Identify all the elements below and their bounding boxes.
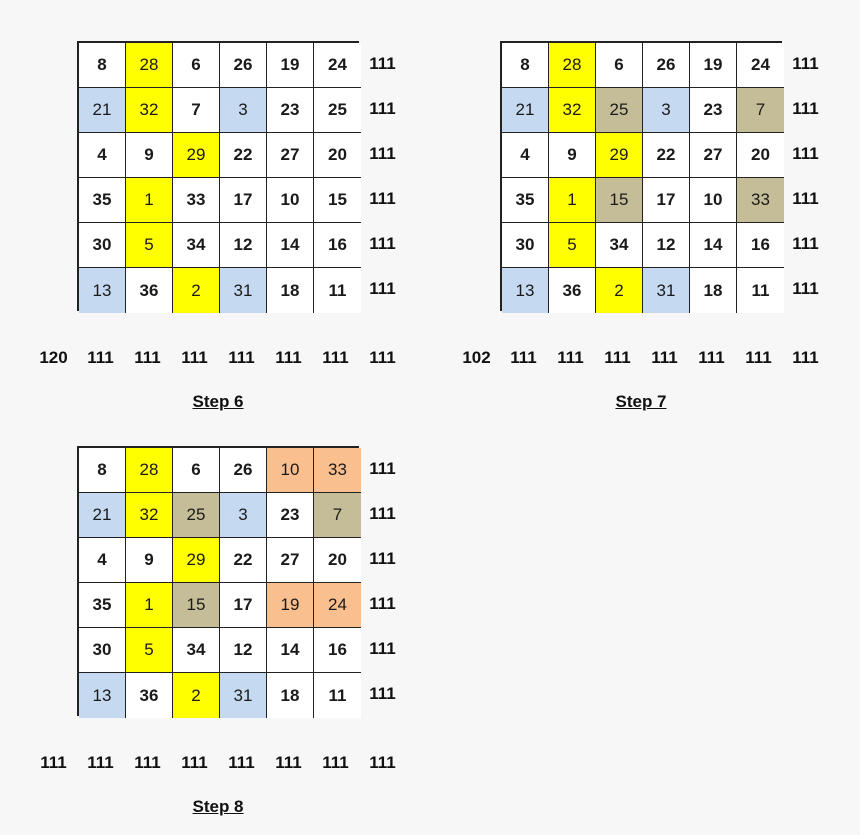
column-sum: 111	[557, 347, 584, 367]
column-sum: 111	[322, 347, 349, 367]
row-sum: 111	[792, 188, 819, 208]
column-sum: 111	[134, 752, 161, 772]
panel-step-8	[40, 446, 477, 826]
anti-diagonal-sum: 111	[792, 347, 819, 367]
grid-cell: 25	[596, 88, 643, 133]
grid-cell: 8	[502, 43, 549, 88]
grid-cell: 8	[79, 448, 126, 493]
grid-cell: 10	[267, 178, 314, 223]
grid-cell: 32	[549, 88, 596, 133]
column-sum: 111	[275, 752, 302, 772]
grid-cell: 5	[126, 223, 173, 268]
grid-cell: 30	[79, 628, 126, 673]
row-sum: 111	[369, 98, 396, 118]
grid-cell: 27	[267, 538, 314, 583]
magic-square-grid	[77, 41, 359, 311]
grid-cell: 36	[126, 268, 173, 313]
column-sum: 111	[604, 347, 631, 367]
grid-cell: 14	[267, 223, 314, 268]
column-sum: 111	[275, 347, 302, 367]
grid-cell: 27	[267, 133, 314, 178]
grid-cell: 9	[126, 133, 173, 178]
grid-cell: 20	[314, 538, 361, 583]
grid-cell: 13	[79, 673, 126, 718]
panel-step-6	[39, 41, 477, 421]
grid-cell: 22	[220, 538, 267, 583]
grid-cell: 26	[643, 43, 690, 88]
column-sum: 111	[87, 752, 114, 772]
grid-cell: 4	[79, 133, 126, 178]
grid-cell: 18	[267, 673, 314, 718]
row-sum: 111	[792, 143, 819, 163]
column-sum: 111	[134, 347, 161, 367]
row-sum: 111	[369, 53, 396, 73]
grid-cell: 3	[220, 493, 267, 538]
grid-cell: 30	[79, 223, 126, 268]
grid-cell: 22	[643, 133, 690, 178]
grid-cell: 26	[220, 43, 267, 88]
grid-cell: 15	[173, 583, 220, 628]
column-sum: 111	[181, 752, 208, 772]
grid-cell: 2	[173, 673, 220, 718]
row-sum: 111	[369, 458, 396, 478]
grid-cell: 23	[267, 493, 314, 538]
grid-cell: 10	[690, 178, 737, 223]
grid-cell: 25	[314, 88, 361, 133]
column-sum: 111	[745, 347, 772, 367]
grid-cell: 35	[79, 583, 126, 628]
grid-cell: 14	[267, 628, 314, 673]
row-sum: 111	[369, 143, 396, 163]
row-sum: 111	[369, 233, 396, 253]
grid-cell: 25	[173, 493, 220, 538]
grid-cell: 20	[314, 133, 361, 178]
grid-cell: 33	[314, 448, 361, 493]
grid-cell: 29	[173, 538, 220, 583]
grid-cell: 1	[549, 178, 596, 223]
magic-square-grid	[500, 41, 782, 311]
magic-square-grid	[77, 446, 359, 716]
grid-cell: 24	[314, 43, 361, 88]
row-sum: 111	[792, 278, 819, 298]
column-sum: 111	[228, 752, 255, 772]
grid-cell: 6	[173, 43, 220, 88]
grid-cell: 6	[596, 43, 643, 88]
grid-cell: 21	[79, 88, 126, 133]
grid-cell: 4	[502, 133, 549, 178]
diagonal-sum: 120	[39, 347, 68, 367]
grid-cell: 19	[267, 583, 314, 628]
grid-cell: 12	[220, 223, 267, 268]
row-sum: 111	[369, 548, 396, 568]
grid-cell: 16	[314, 223, 361, 268]
grid-cell: 7	[737, 88, 784, 133]
grid-cell: 16	[737, 223, 784, 268]
grid-cell: 11	[314, 673, 361, 718]
grid-cell: 32	[126, 88, 173, 133]
row-sum: 111	[792, 233, 819, 253]
grid-cell: 27	[690, 133, 737, 178]
grid-cell: 32	[126, 493, 173, 538]
grid-cell: 22	[220, 133, 267, 178]
grid-cell: 8	[79, 43, 126, 88]
grid-cell: 24	[737, 43, 784, 88]
row-sum: 111	[792, 98, 819, 118]
grid-cell: 18	[690, 268, 737, 313]
grid-cell: 34	[173, 223, 220, 268]
row-sum: 111	[369, 278, 396, 298]
grid-cell: 29	[596, 133, 643, 178]
panel-step-7	[462, 41, 860, 421]
grid-cell: 19	[690, 43, 737, 88]
grid-cell: 31	[220, 268, 267, 313]
grid-cell: 1	[126, 583, 173, 628]
column-sum: 111	[322, 752, 349, 772]
grid-cell: 34	[173, 628, 220, 673]
grid-cell: 2	[596, 268, 643, 313]
grid-cell: 28	[549, 43, 596, 88]
grid-cell: 11	[737, 268, 784, 313]
row-sum: 111	[369, 593, 396, 613]
grid-cell: 16	[314, 628, 361, 673]
grid-cell: 13	[502, 268, 549, 313]
diagonal-sum: 102	[462, 347, 491, 367]
grid-cell: 15	[314, 178, 361, 223]
grid-cell: 20	[737, 133, 784, 178]
grid-cell: 7	[314, 493, 361, 538]
grid-cell: 21	[502, 88, 549, 133]
row-sum: 111	[369, 188, 396, 208]
grid-cell: 15	[596, 178, 643, 223]
grid-cell: 19	[267, 43, 314, 88]
grid-cell: 7	[173, 88, 220, 133]
grid-cell: 36	[549, 268, 596, 313]
grid-cell: 26	[220, 448, 267, 493]
grid-cell: 28	[126, 448, 173, 493]
column-sum: 111	[87, 347, 114, 367]
grid-cell: 5	[126, 628, 173, 673]
grid-cell: 21	[79, 493, 126, 538]
grid-cell: 5	[549, 223, 596, 268]
grid-cell: 12	[220, 628, 267, 673]
grid-cell: 24	[314, 583, 361, 628]
grid-cell: 10	[267, 448, 314, 493]
grid-cell: 30	[502, 223, 549, 268]
grid-cell: 31	[220, 673, 267, 718]
column-sum: 111	[651, 347, 678, 367]
grid-cell: 33	[737, 178, 784, 223]
step-label: Step 7	[615, 392, 667, 411]
diagonal-sum: 111	[40, 752, 67, 772]
row-sum: 111	[369, 638, 396, 658]
grid-cell: 23	[267, 88, 314, 133]
anti-diagonal-sum: 111	[369, 347, 396, 367]
grid-cell: 28	[126, 43, 173, 88]
grid-cell: 36	[126, 673, 173, 718]
grid-cell: 13	[79, 268, 126, 313]
grid-cell: 6	[173, 448, 220, 493]
grid-cell: 3	[220, 88, 267, 133]
grid-cell: 29	[173, 133, 220, 178]
grid-cell: 34	[596, 223, 643, 268]
grid-cell: 18	[267, 268, 314, 313]
grid-cell: 17	[220, 178, 267, 223]
anti-diagonal-sum: 111	[369, 752, 396, 772]
grid-cell: 11	[314, 268, 361, 313]
row-sum: 111	[369, 683, 396, 703]
grid-cell: 3	[643, 88, 690, 133]
column-sum: 111	[228, 347, 255, 367]
row-sum: 111	[792, 53, 819, 73]
grid-cell: 35	[502, 178, 549, 223]
row-sum: 111	[369, 503, 396, 523]
grid-cell: 17	[220, 583, 267, 628]
grid-cell: 12	[643, 223, 690, 268]
grid-cell: 14	[690, 223, 737, 268]
grid-cell: 1	[126, 178, 173, 223]
column-sum: 111	[698, 347, 725, 367]
step-label: Step 6	[192, 392, 244, 411]
grid-cell: 2	[173, 268, 220, 313]
column-sum: 111	[181, 347, 208, 367]
grid-cell: 4	[79, 538, 126, 583]
column-sum: 111	[510, 347, 537, 367]
grid-cell: 23	[690, 88, 737, 133]
grid-cell: 31	[643, 268, 690, 313]
grid-cell: 9	[549, 133, 596, 178]
step-label: Step 8	[192, 797, 244, 816]
grid-cell: 9	[126, 538, 173, 583]
grid-cell: 35	[79, 178, 126, 223]
grid-cell: 33	[173, 178, 220, 223]
grid-cell: 17	[643, 178, 690, 223]
